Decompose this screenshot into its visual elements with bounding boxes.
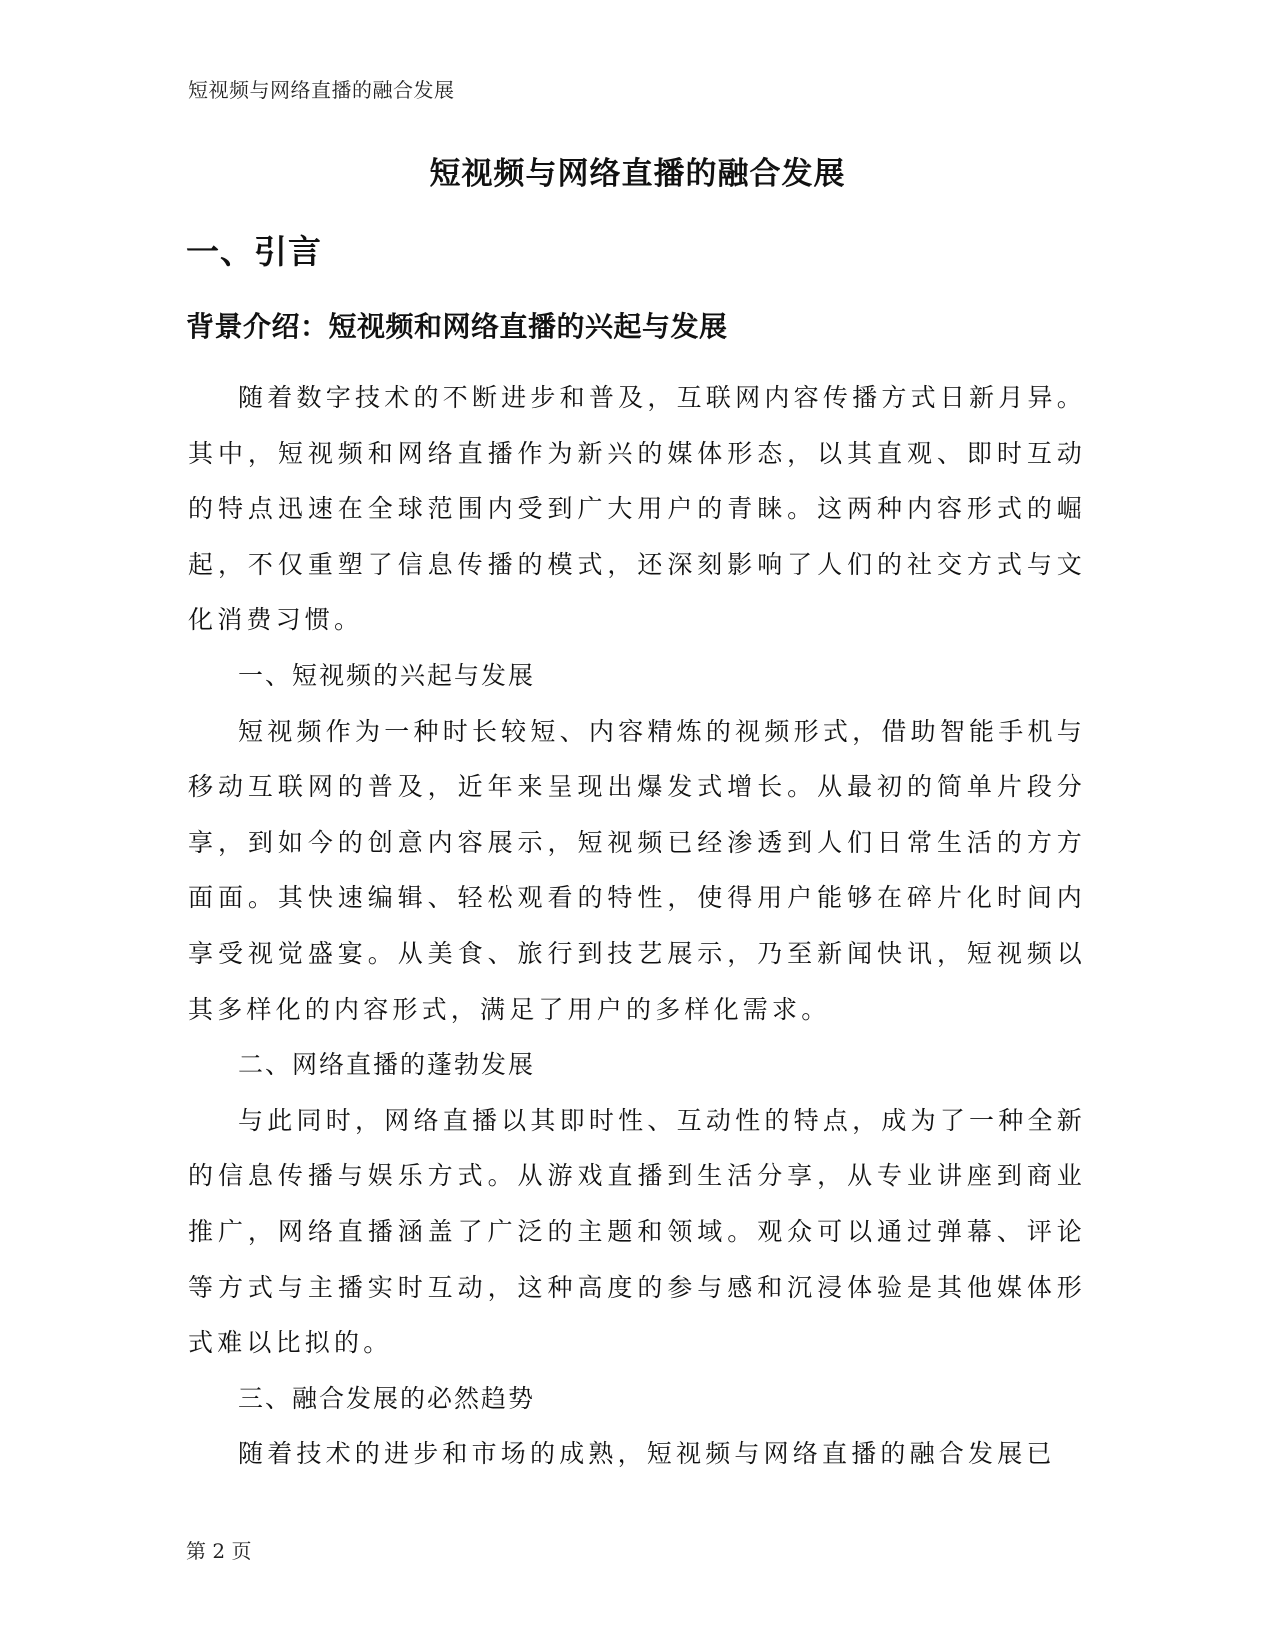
subsection-heading: 背景介绍：短视频和网络直播的兴起与发展 (186, 310, 728, 343)
paragraph: 随着数字技术的不断进步和普及，互联网内容传播方式日新月异。其中，短视频和网络直播作为新兴的媒体形态，以其直观、即时互动的特点迅速在全球范围内受到广大用户的青睐。这两种内容形式的崛起，不仅重塑了信息传播的模式，还深刻影响了人们的社交方式与文化消费习惯。 (188, 383, 1086, 635)
paragraph: 短视频作为一种时长较短、内容精炼的视频形式，借助智能手机与移动互联网的普及，近年来呈现出爆发式增长。从最初的简单片段分享，到如今的创意内容展示，短视频已经渗透到人们日常生活的方方面面。其快速编辑、轻松观看的特性，使得用户能够在碎片化时间内享受视觉盛宴。从美食、旅行到技艺展示，乃至新闻快讯，短视频以其多样化的内容形式，满足了用户的多样化需求。 (188, 716, 1086, 1024)
body-text (188, 370, 1086, 1482)
document-title: 短视频与网络直播的融合发展 (429, 156, 846, 192)
paragraph: 与此同时，网络直播以其即时性、互动性的特点，成为了一种全新的信息传播与娱乐方式。从游戏直播到生活分享，从专业讲座到商业推广，网络直播涵盖了广泛的主题和领域。观众可以通过弹幕、评论等方式与主播实时互动，这种高度的参与感和沉浸体验是其他媒体形式难以比拟的。 (188, 1105, 1086, 1358)
subheading-short-video: 一、短视频的兴起与发展 (238, 660, 536, 690)
section-heading: 一、引言 (186, 232, 322, 271)
subheading-live-streaming: 二、网络直播的蓬勃发展 (238, 1050, 536, 1080)
subheading-convergence: 三、融合发展的必然趋势 (238, 1383, 536, 1413)
running-header: 短视频与网络直播的融合发展 (188, 78, 455, 102)
paragraph: 随着技术的进步和市场的成熟，短视频与网络直播的融合发展已 (238, 1439, 1056, 1469)
page-number: 第 2 页 (186, 1539, 252, 1563)
